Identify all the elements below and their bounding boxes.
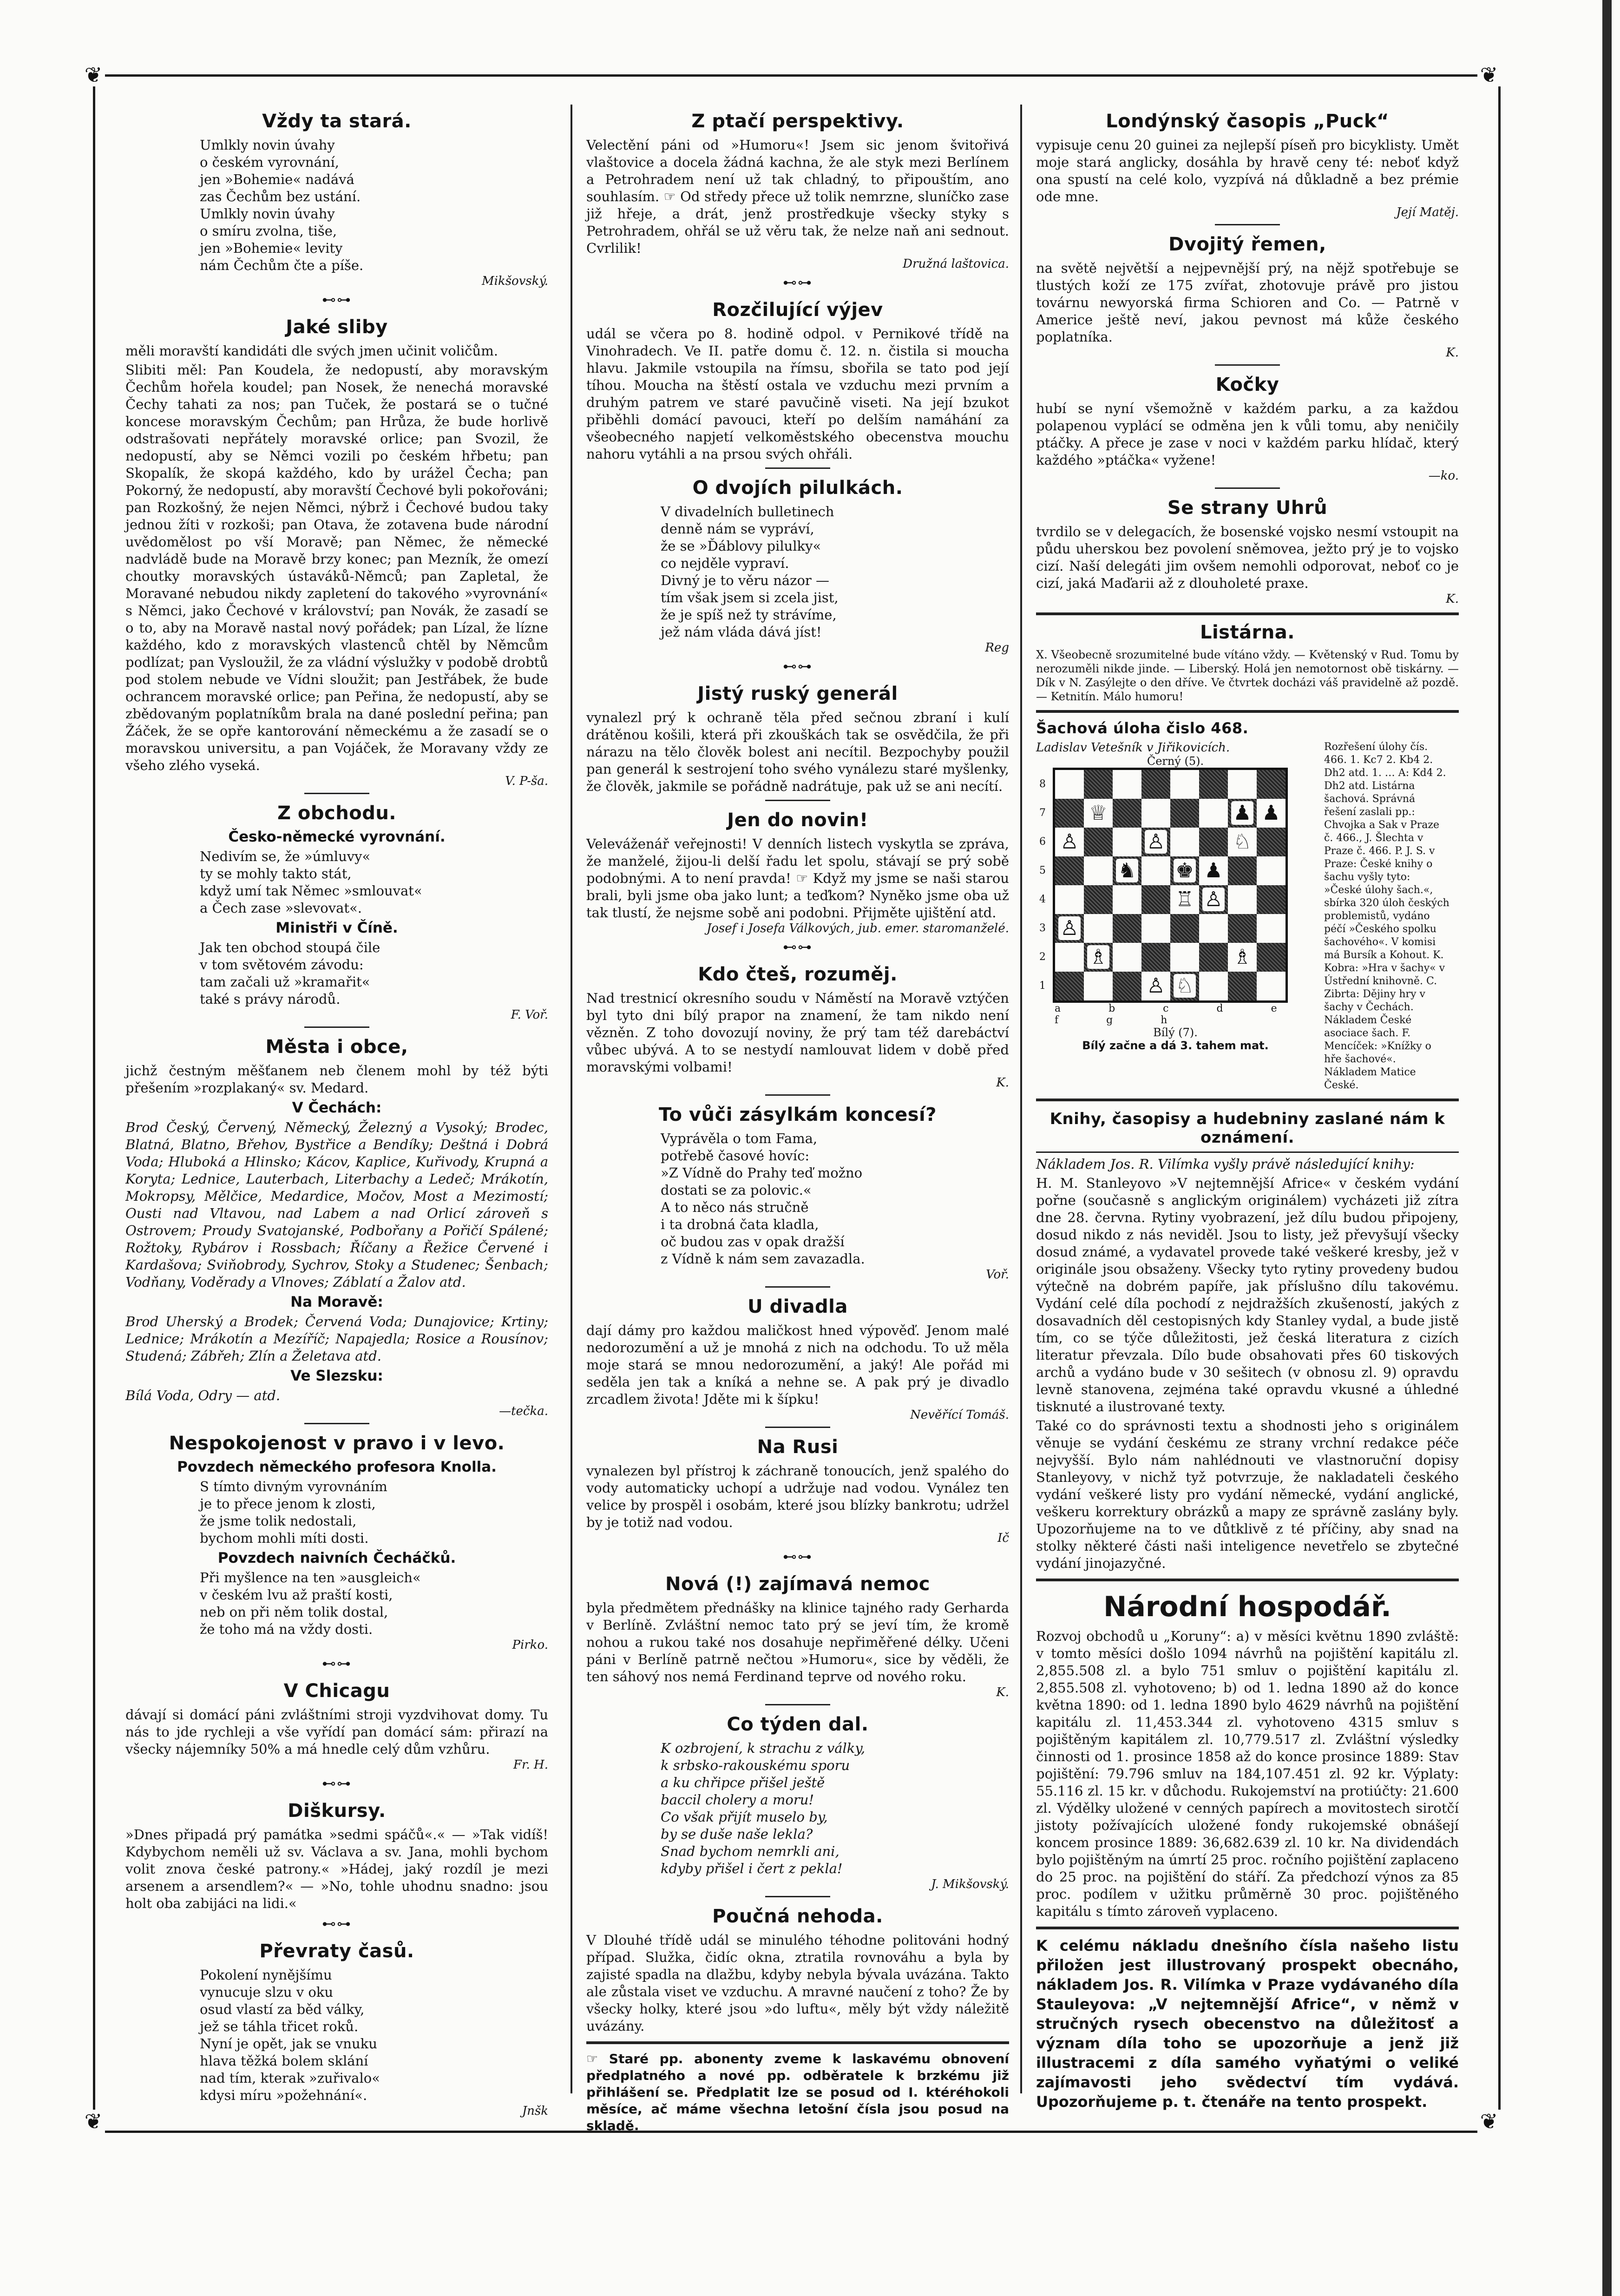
column-2 (586, 102, 1009, 2136)
divider (304, 1026, 369, 1028)
poem-line: kdysi míru »požehnání«. (200, 2087, 367, 2103)
article-title: Převraty časů. (259, 1941, 414, 1962)
article-title: Co týden dal. (727, 1714, 869, 1735)
chess-square (1199, 972, 1228, 1000)
poem-line: hlava těžká bolem sklání (200, 2053, 368, 2069)
chess-author: Ladislav Vetešník v Jiřikovicích. (1036, 741, 1230, 755)
rank-label: 8 (1039, 778, 1046, 790)
poem (200, 848, 548, 917)
poem-line: že je spíš než ty strávíme, (661, 607, 837, 623)
article-text: vynalezl prý k ochraně těla před sečnou zbraní i kulí drátěnou košili, která při zkouškách tak se osvědčila, že při nárazu na tělo člověk bolest ani necítil. Bezpochyby použil pan generál k sestrojení toho svého vynálezu staré myšlenky, že člověk, jakmile se pořádně nadrátuje, pak už se ani necítí. (586, 710, 1009, 794)
subheading: Česko-německé vyrovnání. (228, 829, 446, 845)
article-title: O dvojích pilulkách. (692, 477, 903, 499)
signature: K. (1446, 592, 1459, 606)
divider-ornament: ⊷⊶ (783, 1549, 813, 1565)
poem-line: vynucuje slzu v oku (200, 1984, 334, 2000)
poem-line: Umlkly novin úvahy (200, 206, 335, 222)
divider (1036, 1579, 1459, 1581)
article-text: Nad trestnicí okresního soudu v Náměstí na Moravě vztýčen byl tyto dni bílý prapor na znamení, že tam nikdo není vězněn. Z toho dovozují noviny, že prý tam též darebáctví vůbec ubývá. A to se nestydí namlouvat lidem v době před moravskými volbami! (586, 990, 1009, 1075)
article-title: Kočky (1215, 374, 1279, 395)
signature: Reg (985, 641, 1009, 655)
signature: V. P-ša. (505, 774, 548, 788)
poem-line: tam začali už »kramařit« (200, 974, 370, 990)
article-text: Nákladem Jos. R. Vilímka vyšly právě následující knihy: (1036, 1156, 1415, 1172)
chess-square (1170, 828, 1199, 856)
poem-line: Pokolení nynějšímu (200, 1967, 332, 1983)
chess-square (1141, 799, 1170, 828)
chess-solution: Rozřešení úlohy čís. 466. 1. Kc7 2. Kb4 2. Dh2 atd. 1. … A: Kd4 2. Dh2 atd. Listárna šachová. Správná řešení zaslali pp.: Chvojka a Sak v Praze č. 466., J. Šlechta v Praze č. 466. P. J. S. v Praze: České knihy o šachu vyšly tyto: »České úlohy šach.«, sbírka 320 úloh českých problemistů, vydáno péčí »Českého spolku šachového«. V komisi má Bursík a Kohout. K. Kobra: »Hra v šachy« v Ústřední knihovně. C. Zibrta: Dějiny hry v šachy v Čechách. Nákladem České asociace šach. F. Mencíček: »Knížky o hře šachové«. Nákladem Matice České. (1324, 741, 1449, 1091)
poem-line: že jsme tolik nedostali, (200, 1513, 357, 1529)
poem-line: Nyní je opět, jak se vnuku (200, 2036, 377, 2052)
divider (765, 1286, 830, 1288)
chess-square (1170, 799, 1199, 828)
poem-line: o smíru zvolna, tiše, (200, 223, 337, 239)
article-title: Jistý ruský generál (697, 683, 898, 704)
chess-piece-icon: ♘ (1231, 830, 1253, 854)
corner-ornament: ❦ (1477, 63, 1501, 86)
chess-square (1199, 799, 1228, 828)
chess-square (1084, 914, 1113, 943)
poem-line: že toho má na vždy dosti. (200, 1621, 373, 1637)
article-title: U divadla (748, 1296, 848, 1317)
rank-label: 4 (1039, 894, 1046, 905)
article-text: V Dlouhé třídě udál se minulého téhodne politováni hodný případ. Služka, čidíc okna, ztratila rovnováhu a byla by zajisté spadla na dlažbu, kdyby nebyla bývala uvázána. Takto ale zůstala viset ve vzduchu. A mravné naučení z toho? Že by všecky holky, které jsou »do luftu«, měly být vždy náležitě uvázány. (586, 1932, 1009, 2034)
chess-piece-icon: ♟ (1260, 801, 1282, 825)
chess-square (1228, 856, 1257, 885)
poem-line: jež se táhla třicet roků. (200, 2019, 359, 2034)
article-title: Nespokojenost v pravo i v levo. (169, 1433, 505, 1454)
chess-square (1141, 972, 1170, 1000)
chess-piece-icon: ♕ (1087, 801, 1109, 825)
chess-square (1113, 972, 1141, 1000)
poem-line: jen »Bohemie« nadává (200, 171, 354, 187)
chess-square (1170, 770, 1199, 799)
subheading: Povzdech naivních Čecháčků. (217, 1550, 456, 1566)
article-text: Bílá Voda, Odry — atd. (125, 1388, 281, 1403)
signature: Voř. (986, 1268, 1009, 1282)
rank-label: 5 (1039, 865, 1046, 876)
divider-ornament: ⊷⊶ (322, 1656, 352, 1672)
poem-line: Snad bychom nemrkli ani, (661, 1843, 840, 1859)
poem-line: Při myšlence na ten »ausgleich« (200, 1570, 421, 1585)
poem-line: v tom světovém závodu: (200, 957, 364, 973)
chess-square (1084, 972, 1113, 1000)
signature: —ko. (1428, 469, 1459, 483)
chess-piece-icon: ♞ (1116, 859, 1138, 882)
chess-piece-icon: ♟ (1202, 859, 1224, 882)
chess-square (1113, 943, 1141, 972)
chess-square (1170, 972, 1199, 1000)
signature: K. (996, 1685, 1009, 1699)
article-text: vypisuje cenu 20 guinei za nejlepší píseň pro bicyklisty. Umět moje stará anglicky, dosáhla by hravě ceny té: neboť když ona spustí na celé kolo, vyzpívá ná důkladně a bez prémie ode mne. (1036, 137, 1459, 204)
article-title: Jaké sliby (286, 316, 388, 338)
chess-square (1170, 914, 1199, 943)
divider (765, 1704, 830, 1705)
rank-label: 7 (1039, 807, 1046, 819)
divider-ornament: ⊷⊶ (783, 939, 813, 955)
article-text: »Dnes připadá prý památka »sedmi spáčů«.« — »Tak vidíš! Kdybychom neměli už sv. Václava a sv. Jana, mohli bychom volit znova české patrony.« »Hádej, jaký rozdíl je mezi arsenem a arsendlem?« — »No, tohle uhodnu snadno: jsou holt oba zabijáci na lidi.« (125, 1827, 548, 1911)
corner-ornament: ❦ (82, 63, 105, 86)
chess-square (1228, 799, 1257, 828)
chess-square (1113, 914, 1141, 943)
rank-label: 1 (1039, 980, 1046, 992)
poem-line: baccil cholery a moru! (661, 1792, 814, 1808)
signature: K. (996, 1076, 1009, 1090)
poem-line: by se duše naše lekla? (661, 1826, 813, 1842)
article-title: Se strany Uhrů (1167, 497, 1328, 519)
signature: J. Mikšovský. (931, 1877, 1009, 1891)
poem-line: k srbsko-rakouskému sporu (661, 1757, 850, 1773)
divider (1036, 710, 1459, 713)
signature: Nevěřící Tomáš. (910, 1408, 1009, 1422)
chess-square (1199, 856, 1228, 885)
column-3 (1036, 102, 1459, 2113)
poem-line: když umí tak Němec »smlouvat« (200, 883, 422, 899)
article-text: H. M. Stanleyovo »V nejtemnější Africe« v českém vydání pořne (současně s anglickým originálem) vycházeti již zítra dne 28. června. Rytiny vyobrazení, jež dílu budou připojeny, dosud nikdo z nás neviděl. Jsou to listy, jež převyšují všecky dosud známé, a vydavatel provede také veškeré kresby, jež v originále jsou obsaženy. Všecky tyto rytiny provedeny budou výtečně na dobrém papíře, jak příslušno dílu takovému. Vydání celé díla pochodí z nejdražších zkušeností, jakých z dosavadních děl cestopisných kdy Stanley vydal, a bude jistě tím, co se týče důležitosti, jež česká literatura z cizích literatur převzala. Dílo bude obsahovati přes 60 tiskových archů a vydáno bude v 30 sešitech (v obnosu zl. 9) opravdu levně stanovena, zejména také opravdu vkusné a úhledné tisknuté a ilustrované texty. (1036, 1175, 1459, 1414)
article-text: Brod Uherský a Brodek; Červená Voda; Dunajovice; Krtiny; Lednice; Mrákotín a Mezíříč; Napajedla; Rosice a Rousínov; Studená; Zábřeh; Zlín a Želetava atd. (125, 1314, 548, 1364)
poem-line: osud vlastí za běd války, (200, 2001, 365, 2017)
poem-line: Umlkly novin úvahy (200, 137, 335, 153)
poem-line: že se »Ďáblovy pilulky« (661, 538, 821, 554)
chess-caption: Bílý začne a dá 3. tahem mat. (1082, 1039, 1269, 1052)
poem-line: nám Čechům čte a píše. (200, 257, 364, 273)
signature: —tečka. (499, 1404, 548, 1418)
article-title: Z ptačí perspektivy. (691, 111, 904, 132)
divider-ornament: ⊷⊶ (783, 275, 813, 291)
article-text: hubí se nyní všemožně v každém parku, a za každou polapenou vyplácí se odměna jen k vůli tomu, aby neničily ptáčky. A přece je zase v noci v každém parku hlídač, který každého »ptáčka« vyžene! (1036, 401, 1459, 468)
divider (1036, 612, 1459, 615)
prospectus-notice: K celému nákladu dnešního čísla našeho listu přiložen jest illustrovaný prospekt obecnáho, nákladem Jos. R. Vilímka v Praze vydávaného díla Stauleyova: „V nejtemnější Africe“, v němž v stručných rysech obecenstvo na důležitosť a význam díla toho se upozorňuje a jenž již illustracemi z díla samého vyňatými o veliké zajímavosti jeho svědectví tím vydává. Upozorňujeme p. t. čtenáře na tento prospekt. (1036, 1937, 1459, 2111)
chess-square (1257, 972, 1286, 1000)
divider-ornament: ⊷⊶ (322, 292, 352, 308)
article-text: Velectění páni od »Humoru«! Jsem sic jenom švitořivá vlaštovice a docela žádná kachna, že ale styk mezi Berlínem a Petrohradem není už tak chladný, to připouštím, ano souhlasím. ☞ Od středy přece už tolik nemrzne, sluníčko zase již hřeje, a drát, jenž prostředkuje všecky styky s Petrohradem, ohřál se už věru tak, že nelze naň ani sednout. Cvrlilik! (586, 137, 1009, 256)
page-edge-shadow (1602, 0, 1612, 2296)
divider (1215, 364, 1280, 366)
signature: Ič (997, 1531, 1009, 1545)
divider (1036, 1099, 1459, 1101)
chess-square (1228, 914, 1257, 943)
signature: F. Voř. (511, 1008, 548, 1022)
chess-square (1228, 828, 1257, 856)
chess-square (1228, 972, 1257, 1000)
article-text: Také co do správnosti textu a shodnosti jeho s originálem věnuje se vydání českému ze strany vrchní redakce péče nejvyšší. Bylo nám nahlédnouti ve vlastnoruční dopisy Stanleyovy, v nichž tyž potvrzuje, že nakladateli českého vydání veškeré listy pro vydání německé, vydání anglické, veškeru korrektury obrázků a mapy ze správně zaslány byly. Upozorňujeme na to ve důtklivě z té příčiny, aby snad na stolky některé části naši inteligence nevetřelo se zbytečné vydání jinojazyčné. (1036, 1418, 1459, 1571)
chess-square (1141, 828, 1170, 856)
chess-board (1039, 768, 1288, 1003)
divider (304, 1423, 369, 1424)
article-text: dávají si domácí páni zvláštními stroji vyzdvihovat domy. Tu nás to jde rychleji a vše vyřídí pan domácí sám: přirazí na všecky nájemníky 50% a má hnedle celý dům vzhůru. (125, 1707, 548, 1757)
chess-problem (1036, 741, 1459, 1092)
poem (200, 1569, 548, 1638)
poem-line: dostati se za polovic.« (661, 1182, 812, 1198)
corner-ornament: ❦ (1477, 2110, 1501, 2133)
article-text: měli moravští kandidáti dle svých jmen učinit voličům. (125, 343, 498, 359)
poem-line: oč budou zas v opak dražší (661, 1234, 845, 1250)
chess-square (1141, 770, 1170, 799)
subheading: Povzdech německého profesora Knolla. (177, 1459, 497, 1475)
signature: Družná laštovica. (903, 257, 1009, 271)
chess-square (1113, 799, 1141, 828)
column-rule (1020, 105, 1022, 2093)
divider-ornament: ⊷⊶ (783, 658, 813, 675)
poem (200, 939, 548, 1008)
article-text: Brod Český, Červený, Německý, Železný a Vysoký; Brodec, Blatná, Blatno, Břehov, Bystřice a Bendíky; Deštná i Dobrá Voda; Hluboká a Hlinsko; Kácov, Kaplice, Kuřivody, Krupná a Koryta; Lednice, Lauterbach, Literbachy a Ledeč; Mrákotín, Mokropsy, Mělčice, Medardice, Močov, Most a Mezimostí; Ousti nad Vltavou, nad Labem a nad Orlicí zároveň s Ostrovem; Proudy Svatojanské, Podbořany a Pořičí Spálené; Rožtoky, Rybárov i Rossbach; Říčany a Řežice Červené i Kardašova; Sviňobrody, Sychrov, Stoky a Studenec; Šenbach; Vodňany, Voděrady a Vlnoves; Záblatí a Žalov atd. (125, 1119, 548, 1290)
chess-square (1228, 770, 1257, 799)
article-title: Z obchodu. (277, 803, 396, 824)
article-title: Kdo čteš, rozuměj. (698, 964, 898, 985)
article-title: Diškursy. (288, 1800, 386, 1822)
article-text: Veleváženář veřejnosti! V denních listech vyskytla se zpráva, že manželé, žijou-li delší řadu let spolu, stávají se prý sobě podobnými. A to není pravda! ☞ Když my jsme se naši starou brali, byli jsme oba jako lunt; a teďkom? Nyněko jsme oba už tak tlustí, že nejsme sobě ani podobni. Přijměte ujištění atd. (586, 836, 1009, 921)
chess-piece-icon: ♙ (1202, 888, 1224, 911)
poem-line: kdyby přišel i čert z pekla! (661, 1861, 843, 1876)
chess-square (1113, 828, 1141, 856)
chess-square (1199, 770, 1228, 799)
article-title: Dvojitý řemen, (1168, 234, 1326, 255)
subheading: Ve Slezsku: (290, 1368, 383, 1384)
poem-line: z Vídně k nám sem zavazadla. (661, 1251, 865, 1267)
poem-line: bychom mohli míti dosti. (200, 1530, 369, 1546)
poem-line: S tímto divným vyrovnáním (200, 1479, 387, 1494)
chess-square (1084, 856, 1113, 885)
poem (200, 137, 548, 274)
article-text: byla předmětem přednášky na klinice tajného rady Gerharda v Berlíně. Zvláštní nemoc tato prý se jeví tím, že kromě nohou a rukou také nos dosahuje nepřiměřené délky. Učeni páni v Berlíně patrně nečtou »Humoru«, sice by věděli, že ten sáhový nos nemá Ferdinand teprve od nového roku. (586, 1600, 1009, 1684)
signature: Mikšovský. (482, 274, 548, 288)
chess-square (1257, 856, 1286, 885)
chess-white-label: Bílý (7). (1153, 1026, 1198, 1039)
poem-line: Nedivím se, že »úmluvy« (200, 849, 371, 864)
chess-square (1199, 828, 1228, 856)
chess-square (1228, 885, 1257, 914)
article-title: Vždy ta stará. (262, 111, 412, 132)
chess-square (1113, 885, 1141, 914)
chess-piece-icon: ♚ (1174, 859, 1195, 882)
poem-line: Divný je to věru názor — (661, 572, 829, 588)
chess-square (1257, 943, 1286, 972)
chess-square (1199, 885, 1228, 914)
chess-square (1257, 914, 1286, 943)
poem (200, 1478, 548, 1547)
article-title: Rozčilující výjev (712, 299, 883, 321)
article-title: Nová (!) zajímavá nemoc (665, 1573, 930, 1595)
chess-square (1055, 799, 1084, 828)
chess-square (1170, 856, 1199, 885)
column-rule (571, 105, 572, 2093)
poem-line: Jak ten obchod stoupá čile (200, 940, 380, 955)
chess-square (1228, 943, 1257, 972)
chess-rank-labels (1039, 770, 1046, 1000)
chess-square (1084, 943, 1113, 972)
rank-label: 2 (1039, 951, 1046, 963)
chess-piece-icon: ♙ (1145, 974, 1167, 998)
article-text: X. Všeobecně srozumitelné bude vítáno vždy. — Květenský v Rud. Tomu by nerozuměli nikde jinde. — Liberský. Holá jen nemotornost obě tiskárny. — Dík v N. Zasýlejte o den dříve. Ve čtvrtek docházi váš pravidelně až pozdě. — Ketnitín. Málo humoru! (1036, 648, 1459, 703)
divider (765, 1896, 830, 1897)
chess-square (1141, 943, 1170, 972)
chess-square (1084, 828, 1113, 856)
poem-line: A to něco nás stručně (661, 1199, 809, 1215)
signature: Pirko. (512, 1638, 548, 1652)
poem-line: je to přece jenom k zlosti, (200, 1496, 376, 1512)
article-title: To vůči zásylkám koncesí? (659, 1104, 937, 1125)
chess-square (1199, 914, 1228, 943)
divider (1036, 1927, 1459, 1929)
poem-line: a ku chřipce přišel ještě (661, 1775, 825, 1790)
chess-square (1055, 885, 1084, 914)
chess-square (1084, 770, 1113, 799)
poem-line: i ta drobná čata kladla, (661, 1217, 819, 1232)
subheading: Ministři v Číně. (275, 920, 398, 936)
poem (661, 503, 1009, 641)
chess-square (1199, 943, 1228, 972)
chess-piece-icon: ♖ (1174, 888, 1195, 911)
poem-line: denně nám se vypráví, (661, 521, 814, 537)
article-title: Listárna. (1200, 622, 1295, 643)
chess-square (1170, 885, 1199, 914)
article-title: Na Rusi (757, 1436, 839, 1458)
chess-square (1055, 770, 1084, 799)
poem (200, 1967, 548, 2104)
signature: Její Matěj. (1396, 205, 1459, 219)
chess-piece-icon: ♟ (1231, 801, 1253, 825)
chess-square (1084, 799, 1113, 828)
divider (1215, 487, 1280, 489)
poem-line: o českém vyrovnání, (200, 154, 340, 170)
chess-square (1141, 914, 1170, 943)
article-title: Knihy, časopisy a hudebniny zaslané nám k oznámení. (1049, 1110, 1445, 1147)
chess-square (1055, 943, 1084, 972)
chess-square (1084, 885, 1113, 914)
signature: Fr. H. (513, 1758, 548, 1772)
article-text: udál se včera po 8. hodině odpol. v Pernikové třídě na Vinohradech. Ve II. patře domu č. 12. n. čistila si moucha hlavu. Jakmile vstoupila na římsu, sbořila se tato pod její tíhou. Moucha na štěstí ostala ve vzduchu mezi prvním a druhým patrem ve staré pavučině viseti. Na její bzukot přiběhli domácí pavouci, kteří po delším namáhání za všeobecného napjetí velkoměstského obecenstva mouchu nahoru vytáhli a na prsou svých ohřáli. (586, 326, 1009, 462)
divider (1215, 224, 1280, 225)
article-title: Londýnský časopis „Puck“ (1106, 111, 1389, 132)
article-title: Města i obce, (265, 1036, 408, 1058)
divider-ornament: ⊷⊶ (322, 1776, 352, 1792)
chess-square (1055, 972, 1084, 1000)
chess-square (1055, 914, 1084, 943)
article-text: Rozvoj obchodů u „Koruny“: a) v měsíci květnu 1890 zvláště: v tomto měsíci došlo 1094 návrhů na pojištění kapitálu zl. 2,855.508 zl. a bylo 751 smluv o pojištění kapitálu zl. 2,855.508 zl. vyhotoveno; b) od 1. ledna 1890 až do konce května 1890: od 1. ledna 1890 bylo 4629 návrhů na pojištění kapitálu zl. 11,453.344 zl. vyhotoveno 4315 smluv s pojištěným kapitálem zl. 10,779.517 zl. Zvláštní výsledky činnosti od 1. prosince 1858 až do konce prosince 1889: Stav pojištění: 79.796 smluv na 184,107.451 zl. 92 kr. Výplaty: 55.116 zl. 15 kr. v důchodu. Rukojemství na protiúčty: 21.600 zl. Výdělky uložené v cenných papírech a movitostech sirotčí jistoty požívajících uložené fondy rukojemské obnášejí koncem prosince 1889: 36,682.639 zl. 10 kr. Na dividendách bylo pojištěným na úmrtí 25 proc. ročního pojištění zaplaceno do 25 proc. na pojištění do stáří. Za předchozí výnos za 85 proc. podílem v užitku průměrně 30 proc. pojištěného kapitálu s tímto zároveň vyplaceno. (1036, 1628, 1459, 1919)
article-text: na světě největší a nejpevnější prý, na nějž spotřebuje se tlustých koží ze 175 zvířat, zhotovuje právě pro jistou továrnu newyorská firma Schioren and Co. — Patrně v Americe ještě neví, jakou pevnost má kůže českého poplatníka. (1036, 260, 1459, 345)
divider (765, 1427, 830, 1428)
divider (765, 1094, 830, 1096)
poem-line: »Z Vídně do Prahy teď možno (661, 1165, 863, 1181)
chess-square (1257, 885, 1286, 914)
chess-square (1141, 885, 1170, 914)
chess-title: Šachová úloha čislo 468. (1036, 719, 1249, 737)
chess-piece-icon: ♗ (1231, 945, 1253, 969)
poem-line: potřebě časové hovíc: (661, 1148, 810, 1164)
poem-line: Vyprávěla o tom Fama, (661, 1131, 818, 1146)
subheading: Na Moravě: (290, 1294, 383, 1310)
chess-square (1055, 856, 1084, 885)
signature: Josef i Josefa Válkových, jub. emer. staromanželé. (706, 921, 1009, 935)
chess-piece-icon: ♗ (1087, 945, 1109, 969)
poem-line: jen »Bohemie« levity (200, 240, 343, 256)
divider (586, 2041, 1009, 2044)
chess-square (1113, 856, 1141, 885)
section-title: Národní hospodář. (1103, 1591, 1391, 1623)
chess-piece-icon: ♙ (1058, 830, 1080, 854)
poem-line: nad tím, kterak »zuřivalo« (200, 2070, 380, 2086)
poem-line: co nejděle vypraví. (661, 555, 789, 571)
chess-square (1170, 943, 1199, 972)
divider (765, 467, 830, 469)
poem-line: zas Čechům bez ustání. (200, 189, 361, 204)
divider (304, 793, 369, 794)
poem-line: a Čech zase »slevovat«. (200, 900, 362, 916)
chess-square (1055, 828, 1084, 856)
signature: Jnšk (522, 2104, 548, 2118)
poem-line: v českém lvu až praští kosti, (200, 1587, 393, 1603)
poem-line: jež nám vláda dává jíst! (661, 624, 822, 640)
poem-line: Co však přijít muselo by, (661, 1809, 828, 1825)
poem (661, 1740, 1009, 1877)
corner-ornament: ❦ (82, 2110, 105, 2133)
chess-square (1257, 799, 1286, 828)
article-title: Jen do novin! (727, 809, 868, 831)
chess-square (1257, 770, 1286, 799)
article-text: jichž čestným měšťanem neb členem mohl by též býti přešením »rozplakaný« sv. Medard. (125, 1063, 548, 1096)
chess-board-area (1036, 741, 1315, 1092)
article-title: Poučná nehoda. (712, 1906, 883, 1927)
subheading: V Čechách: (292, 1099, 382, 1116)
chess-square (1141, 856, 1170, 885)
chess-square (1257, 828, 1286, 856)
chess-piece-icon: ♙ (1145, 830, 1167, 854)
divider (765, 800, 830, 801)
chess-piece-icon: ♙ (1058, 916, 1080, 940)
chess-black-label: Černý (5). (1147, 755, 1204, 768)
divider (1036, 1151, 1459, 1153)
article-text: tvrdilo se v delegacích, že bosenské vojsko nesmí vstoupit na půdu uherskou bez povolení sněmovea, ježto prý je to vojsko cizí. Naší delegáti jim ovšem nemohli odporovat, neboť co je cizí, jaká Maďarii až z dlouholeté praxe. (1036, 524, 1459, 591)
poem-line: ty se mohly takto stát, (200, 866, 352, 882)
column-1 (125, 102, 548, 2121)
article-text: Slibiti měl: Pan Koudela, že nedopustí, aby moravským Čechům hořela koudel; pan Nosek, že nenechá moravské Čechy tahati za nos; pan Tuček, že postará se o tučné koncese moravským Čechům; pan Hrůza, že bude horlivě odstrašovati nepřátely moravské orlice; pan Svozil, že nedopustí, aby se Němci vozili po českém hřbetu; pan Skopalík, že skopá každého, kdo by urážel Čecha; pan Pokorný, že nedopustí, aby moravští Čechové byli pokořováni; pan Rozkošný, že nejen Němci, nýbrž i Čechové budou taky jednou žíti v rozkoši; pan Otava, že zotavena bude národní uvědomělost po vší Moravě; pan Němec, že německé nadvládě bude na Moravě brzy konec; pan Mezník, že omezí choutky moravských ústaváků-Němců; pan Zapletal, že Moravané nebudou nikdy zapletení do takového »vyrovnání« s Němci, jako Čechové v království; pan Novák, že zasadí se o to, aby na Moravě nastal nový pořádek; pan Lízal, že lízne každého, kdo z moravských vlastenců chtěl by Němcům podlízat; pan Vysloužil, že za vládní výslužky v podobě drobtů pod stolem nebude ve Vídni sloužit; pan Jestřábek, že bude ochrancem moravské orlice; pan Peřina, že nedopustí, aby se zbědovaným poplatníkům brala na dané poslední peřina; pan Žáček, že se opře kantorování německému a že zasadí se o moravskou universitu, a pan Vojáček, že Moravany vždy ze všeho zlého vyseká. (125, 362, 548, 773)
poem-line: K ozbrojení, k strachu z války, (661, 1740, 866, 1756)
poem-line: V divadelních bulletinech (661, 504, 834, 520)
signature: K. (1446, 346, 1459, 360)
poem-line: neb on při něm tolik dostal, (200, 1604, 388, 1620)
poem-line: tím však jsem si zcela jist, (661, 590, 839, 605)
poem (661, 1130, 1009, 1268)
article-text: vynalezen byl přístroj k záchraně tonoucích, jenž spalého do vody automaticky uchopí a udržuje nad vodou. Vynález ten velice by prospěl i osobám, které jsou blízky bankrotu; udržel by je totiž nad vodou. (586, 1463, 1009, 1530)
chess-piece-icon: ♘ (1174, 974, 1195, 998)
chess-file-labels: a b c d e f g h (1055, 1003, 1299, 1026)
article-title: V Chicagu (283, 1680, 390, 1702)
rank-label: 6 (1039, 836, 1046, 848)
article-text: dají dámy pro každou maličkost hned výpověď. Jenom malé nedorozumění a už je mnohá z nich na odchodu. To už měla moje stará se mnou nedorozumění, a jaký! Ale pořád mi seděla jen tak a kníká a nehne se. A pak prý je divadlo zrcadlem života! Jděte mi k šípku! (586, 1322, 1009, 1407)
poem-line: také s právy národů. (200, 991, 341, 1007)
divider-ornament: ⊷⊶ (322, 1916, 352, 1932)
chess-square (1113, 770, 1141, 799)
subscription-notice: ☞ Staré pp. abonenty zveme k laskavému obnovení předplatného a nové pp. odběratele k brzkému již přihlášení se. Předplatit lze se posud od I. ktéréhokoli měsíce, ač máme všechna letošní čísla jsou posud na skladě. (586, 2051, 1009, 2133)
rank-label: 3 (1039, 922, 1046, 934)
